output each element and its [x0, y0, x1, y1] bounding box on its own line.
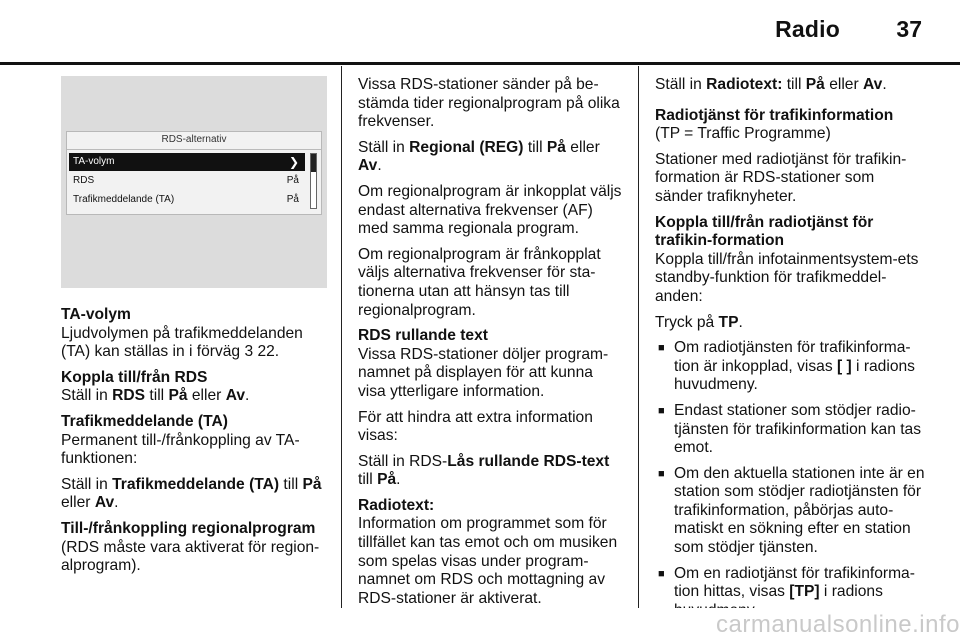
column-divider-1: [341, 66, 342, 608]
paragraph-scroll-info: Vissa RDS-stationer döljer program-namnet på displayen för att kunna visa ytterligare information.: [358, 345, 609, 400]
page-footer: [0, 608, 960, 642]
heading-regional: Till-/frånkoppling regionalprogram: [61, 519, 316, 537]
rds-menu-screenshot: [61, 76, 327, 288]
paragraph-tm-setting: Ställ in Trafikmeddelande (TA) till På eller Av.: [61, 475, 322, 512]
menu-row-label: RDS: [73, 175, 95, 186]
heading-rds-toggle: Koppla till/från RDS: [61, 368, 208, 386]
menu-row-rds[interactable]: [69, 172, 305, 190]
menu-row-ta-volym[interactable]: [69, 153, 305, 171]
paragraph-ta-function: Permanent till-/frånkoppling av TA-funktionen:: [61, 431, 300, 468]
page-header: [0, 0, 960, 66]
paragraph-regional-intro: Vissa RDS-stationer sänder på be-stämda tider regionalprogram på olika frekvenser.: [358, 76, 620, 131]
paragraph-rds-toggle: Ställ in RDS till På eller Av.: [61, 387, 250, 405]
section-title: Radio: [775, 16, 840, 42]
list-item: ■ Om en radiotjänst för trafikinforma-tion hittas, visas [TP] i radions: [655, 565, 925, 621]
paragraph-scroll-prevent: För att hindra att extra information visas:: [358, 408, 593, 445]
paragraph-tp-standby: Koppla till/från infotainmentsystem-ets standby-funktion för trafikmeddel-anden:: [655, 250, 919, 305]
heading-rds-scroll: RDS rullande text: [358, 327, 488, 345]
paragraph-regional-off: Om regionalprogram är frånkopplat väljs alternativa frekvenser för sta-tionerna utan att hänsyn tas till regionalprogram.: [358, 245, 601, 319]
paragraph-press-tp: Tryck på TP.: [655, 313, 743, 331]
paragraph-regional-setting: Ställ in Regional (REG) till På eller Av.: [358, 138, 600, 175]
page-ref-icon: 3: [244, 343, 254, 361]
rds-menu-frame: [66, 131, 322, 215]
column-2: [358, 76, 624, 641]
paragraph-regional: (RDS måste vara aktiverat för region-alprogram).: [61, 538, 320, 575]
tp-bullet-list: [655, 339, 925, 620]
menu-row-value: På: [286, 175, 299, 186]
menu-scrollbar[interactable]: [310, 153, 317, 209]
column-1: [61, 306, 329, 583]
rds-menu-separator: [67, 149, 321, 150]
chevron-right-icon: ❯: [288, 155, 299, 169]
page-number: 37: [896, 16, 922, 42]
heading-tp-toggle: Koppla till/från radiotjänst för trafikin-formation: [655, 213, 874, 250]
heading-radiotext: Radiotext:: [358, 496, 435, 514]
menu-row-trafikmeddelande[interactable]: [69, 191, 305, 209]
list-item: ■ Om den aktuella stationen inte är en station som stödjer radiotjänsten för trafikinformation, påbörjas auto-matiskt en sökning efter en station som stödjer tjänsten.: [655, 465, 925, 558]
list-item: ■ Om radiotjänsten för trafikinforma-tion är inkopplad, visas [ ] i radions huvudmeny.: [655, 339, 925, 395]
menu-row-label: TA-volym: [73, 156, 115, 167]
menu-row-value: På: [286, 194, 299, 205]
paragraph-radiotext: Information om programmet som för tillfället kan tas emot och om musiken som spelas visas under program-namnet om RDS och mottagning av RDS-stationer är aktiverat.: [358, 515, 618, 607]
scrollbar-thumb[interactable]: [311, 154, 316, 172]
column-divider-2: [638, 66, 639, 608]
column-3: [655, 76, 925, 627]
rds-menu-title: RDS-alternativ: [161, 134, 227, 145]
paragraph-ta-volym: Ljudvolymen på trafikmeddelanden (TA) kan ställas in i förväg 3 22.: [61, 324, 303, 361]
heading-ta-volym: TA-volym: [61, 306, 131, 323]
paragraph-regional-on: Om regionalprogram är inkopplat väljs endast alternativa frekvenser (AF) med samma regionala program.: [358, 182, 622, 238]
paragraph-tp-definition: (TP = Traffic Programme): [655, 125, 831, 143]
list-item: ■ Endast stationer som stödjer radio-tjänsten för trafikinformation kan tas emot.: [655, 402, 925, 458]
header-rule: [0, 62, 960, 65]
paragraph-scroll-setting: Ställ in RDS-Lås rullande RDS-text till På.: [358, 452, 610, 489]
menu-row-label: Trafikmeddelande (TA): [73, 194, 175, 205]
paragraph-radiotext-setting: Ställ in Radiotext: till På eller Av.: [655, 76, 887, 93]
heading-trafikmeddelande: Trafikmeddelande (TA): [61, 412, 228, 430]
heading-traffic-service: Radiotjänst för trafikinformation: [655, 106, 894, 124]
watermark: carmanualsonline.info: [716, 611, 960, 638]
paragraph-tp-stations: Stationer med radiotjänst för trafikin-formation är RDS-stationer som sänder trafiknyheter.: [655, 150, 907, 205]
